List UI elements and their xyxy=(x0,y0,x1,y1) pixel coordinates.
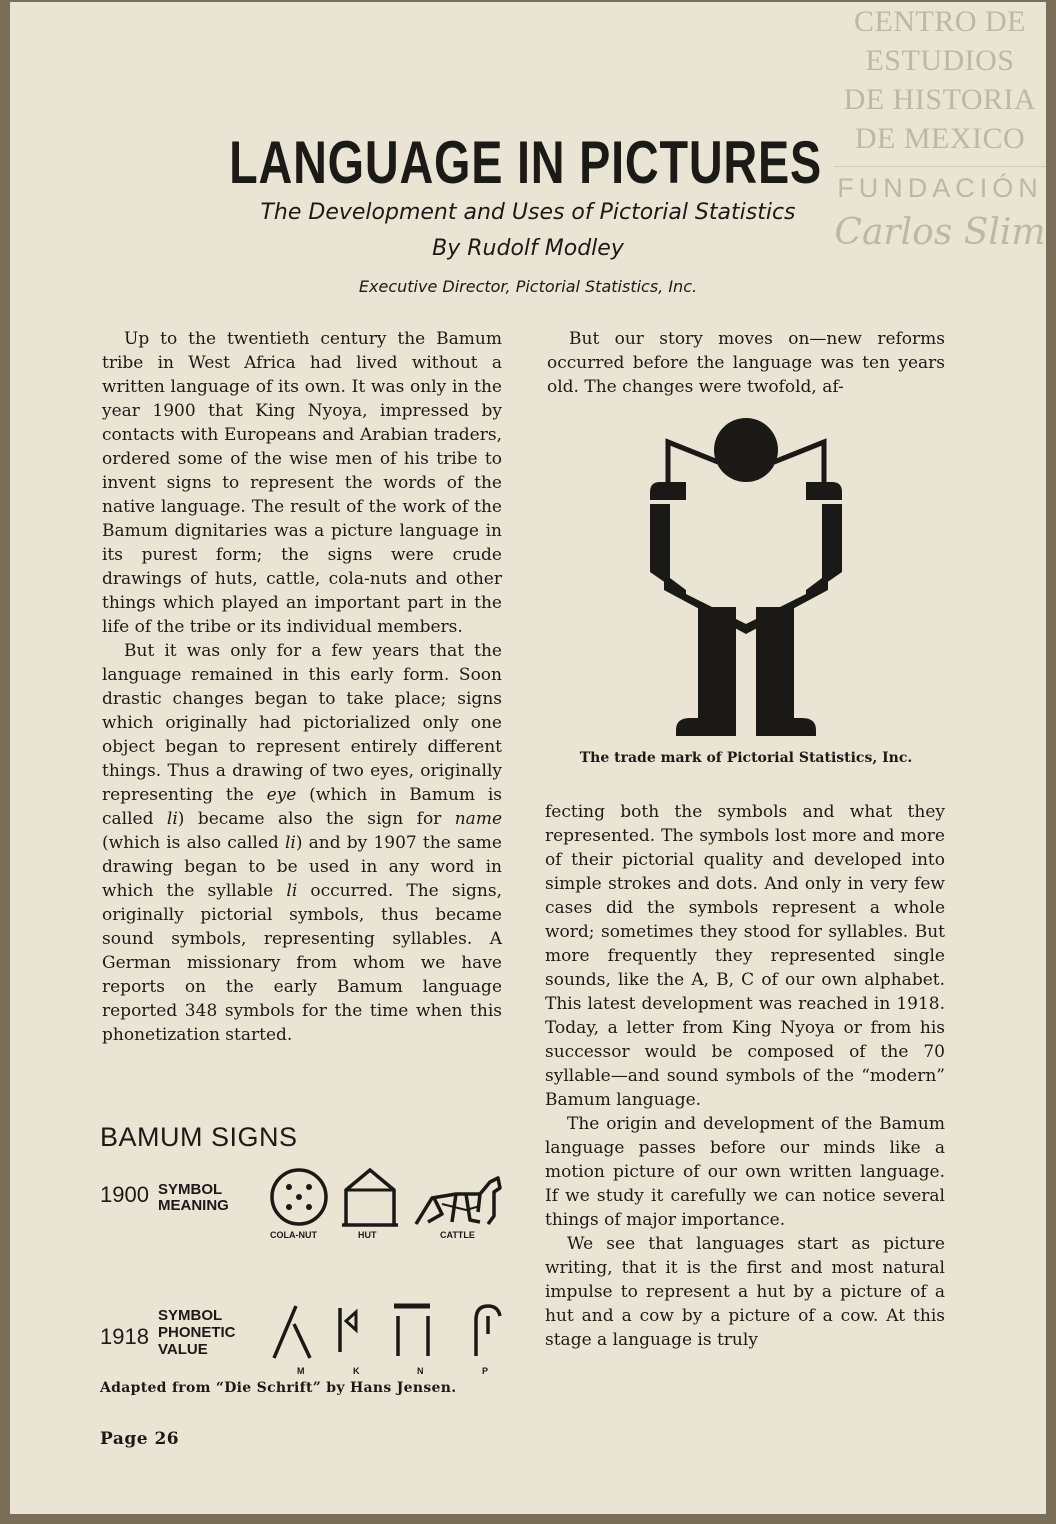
bamum-phonetic-label: K xyxy=(353,1366,360,1376)
watermark-line: DE HISTORIA xyxy=(843,83,1037,116)
column-right-top xyxy=(547,327,945,399)
paragraph: We see that languages start as picture writing, that it is the first and most natural impulse to represent a hut by a picture of a hut and a cow by a picture of a cow. At this stage a language is truly xyxy=(545,1234,945,1350)
bamum-year-1900: 1900 xyxy=(100,1182,149,1207)
watermark-signature: Carlos Slim xyxy=(834,212,1046,253)
bamum-phonetic-label: M xyxy=(297,1366,305,1376)
bamum-sign-m-icon xyxy=(274,1306,310,1358)
watermark-line: CENTRO DE xyxy=(854,5,1026,38)
text-run: (which in Bamum is called xyxy=(102,785,502,829)
article-byline: By Rudolf Modley xyxy=(432,236,624,261)
cattle-symbol-icon xyxy=(416,1178,500,1224)
hut-symbol-icon xyxy=(342,1170,398,1225)
bamum-year-1918: 1918 xyxy=(100,1324,149,1349)
italic-term: eye xyxy=(266,785,297,805)
bamum-1918-symbols xyxy=(266,1300,506,1364)
italic-term: name xyxy=(454,809,502,829)
bamum-sign-p-icon xyxy=(476,1306,500,1356)
bamum-sign-n-icon xyxy=(394,1306,430,1356)
figure-credit: Adapted from “Die Schrift” by Hans Jensen. xyxy=(100,1380,457,1396)
article-subtitle: The Development and Uses of Pictorial Statistics xyxy=(260,200,796,225)
text-run: ) and by 1907 the same drawing began to be used in any word in which the syllable xyxy=(102,833,502,901)
paragraph: But our story moves on—new reforms occurred before the language was ten years old. The changes were twofold, af- xyxy=(547,329,945,397)
paragraph: The origin and development of the Bamum language passes before our minds like a motion picture of our own written language. If we study it carefully we can notice several things of major importance. xyxy=(545,1114,945,1230)
bamum-row-label: SYMBOL xyxy=(158,1307,223,1324)
paragraph: Up to the twentieth century the Bamum tribe in West Africa had lived without a written language of its own. It was only in the year 1900 that King Nyoya, impressed by contacts with Europeans and Arabian traders, ordered some of the wise men of his tribe to invent signs to represent the words of the native language. The result of the work of the Bamum dignitaries was a picture language in its purest form; the signs were crude drawings of huts, cattle, cola-nuts and other things which played an important part in the life of the tribe or its individual members. xyxy=(102,329,502,637)
magazine-page xyxy=(10,2,1046,1514)
paragraph: fecting both the symbols and what they represented. The symbols lost more and more of their pictorial quality and developed into simple strokes and dots. And only in very few cases did the symbols represent a whole word; sometimes they stood for syllables. But more frequently they represented single sounds, like the A, B, C of our own alphabet. This latest development was reached in 1918. Today, a letter from King Nyoya or from his successor would be composed of the 70 syllable—and sound symbols of the “modern” Bamum language. xyxy=(545,802,945,1110)
paragraph xyxy=(102,639,502,1047)
cola-nut-symbol-icon xyxy=(272,1170,326,1224)
bamum-meaning-label: COLA-NUT xyxy=(270,1230,317,1240)
article-title: LANGUAGE IN PICTURES xyxy=(229,129,822,196)
column-right-bottom xyxy=(545,800,945,1352)
bamum-phonetic-label: P xyxy=(482,1366,489,1376)
italic-term: li xyxy=(166,809,178,829)
text-run: (which is also called xyxy=(102,833,285,853)
bamum-row-label: MEANING xyxy=(158,1197,229,1214)
text-run: But it was only for a few years that the language remained in this early form. Soon drastic changes began to take place; signs which originally had pictorialized only one object began to represent entirely different things. Thus a drawing of two eyes, originally representing the xyxy=(102,641,502,805)
italic-term: li xyxy=(286,881,298,901)
bamum-phonetic-label: N xyxy=(417,1366,424,1376)
pictorial-statistics-trademark-icon xyxy=(646,412,846,742)
bamum-meaning-label: HUT xyxy=(358,1230,377,1240)
text-run: occurred. The signs, originally pictorial symbols, thus became sound symbols, representing syllables. A German missionary from whom we have reports on the early Bamum language reported 348 symbols for the time when this phonetization started. xyxy=(102,881,502,1045)
bamum-row-label: VALUE xyxy=(158,1341,208,1358)
bamum-row-label: SYMBOL xyxy=(158,1181,223,1198)
italic-term: li xyxy=(284,833,296,853)
bamum-1900-symbols xyxy=(266,1164,506,1232)
bamum-heading: BAMUM SIGNS xyxy=(100,1122,298,1152)
figure-caption: The trade mark of Pictorial Statistics, Inc. xyxy=(579,750,913,766)
bamum-row-label: PHONETIC xyxy=(158,1324,236,1341)
bamum-meaning-label: CATTLE xyxy=(440,1230,475,1240)
watermark-foundation: FUNDACIÓN xyxy=(837,173,1043,203)
column-left xyxy=(102,327,502,1047)
author-title: Executive Director, Pictorial Statistics, Inc. xyxy=(358,277,698,296)
watermark-line: ESTUDIOS xyxy=(865,44,1015,77)
watermark-line: DE MEXICO xyxy=(854,122,1026,155)
bamum-sign-k-icon xyxy=(340,1308,356,1352)
text-run: ) became also the sign for xyxy=(177,809,455,829)
page-number: Page 26 xyxy=(100,1429,180,1449)
